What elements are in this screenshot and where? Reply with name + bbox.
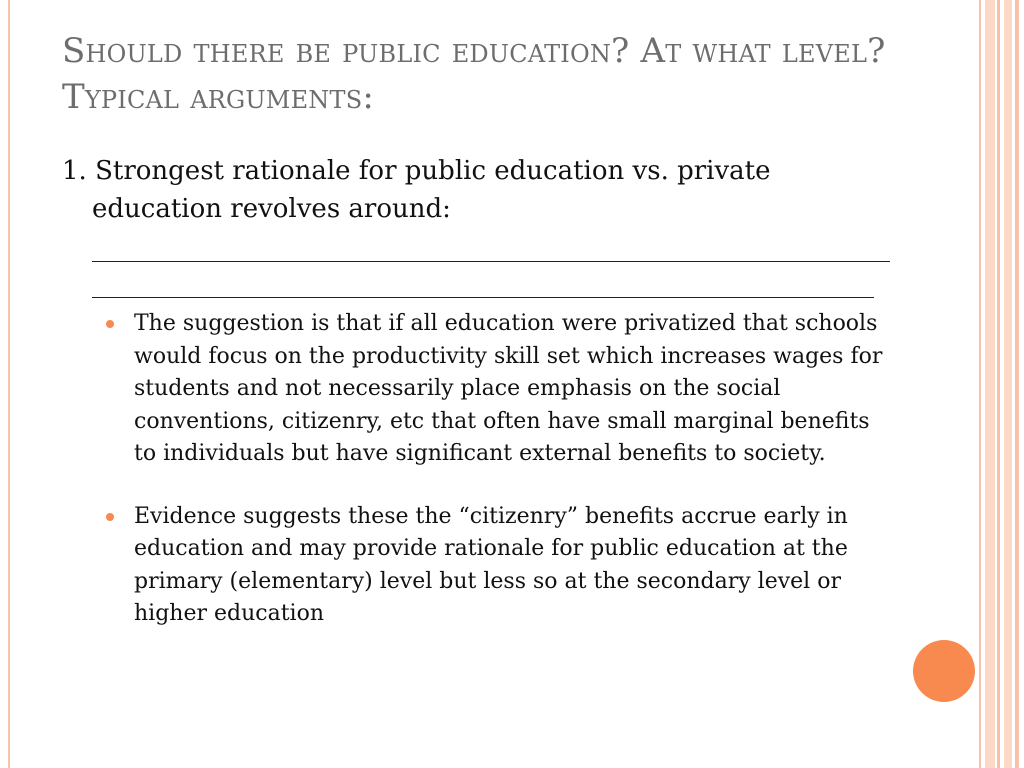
bullet-list [106, 308, 896, 631]
right-stripe [1004, 0, 1012, 768]
right-stripe [997, 0, 1000, 768]
bullet-dot-icon [106, 320, 114, 328]
bullet-item [106, 501, 896, 631]
numbered-point [62, 152, 902, 228]
right-stripe [985, 0, 995, 768]
point-number: 1. [62, 156, 87, 186]
slide-title: Should there be public education? At what level? Typical arguments: [62, 31, 886, 117]
point-text-line1: Strongest rationale for public education vs. private [95, 156, 771, 186]
fill-in-blank-line [92, 297, 874, 298]
left-border-rule [8, 0, 10, 768]
right-stripe [1015, 0, 1019, 768]
fill-in-blank-line [92, 261, 890, 262]
bullet-text: The suggestion is that if all education were privatized that schools would focus on the productivity skill set which increases wages for students and not necessarily place emphasis on the social conventions, citizenry, etc that often have small marginal benefits to individuals but have significant external benefits to society. [134, 311, 883, 466]
right-stripe [979, 0, 981, 768]
bullet-dot-icon [106, 513, 114, 521]
bullet-item [106, 308, 896, 471]
point-text-line2: education revolves around: [92, 194, 451, 224]
decorative-circle [913, 640, 975, 702]
bullet-text: Evidence suggests these the “citizenry” benefits accrue early in education and may provide rationale for public education at the primary (elementary) level but less so at the secondary level or higher education [134, 503, 848, 626]
